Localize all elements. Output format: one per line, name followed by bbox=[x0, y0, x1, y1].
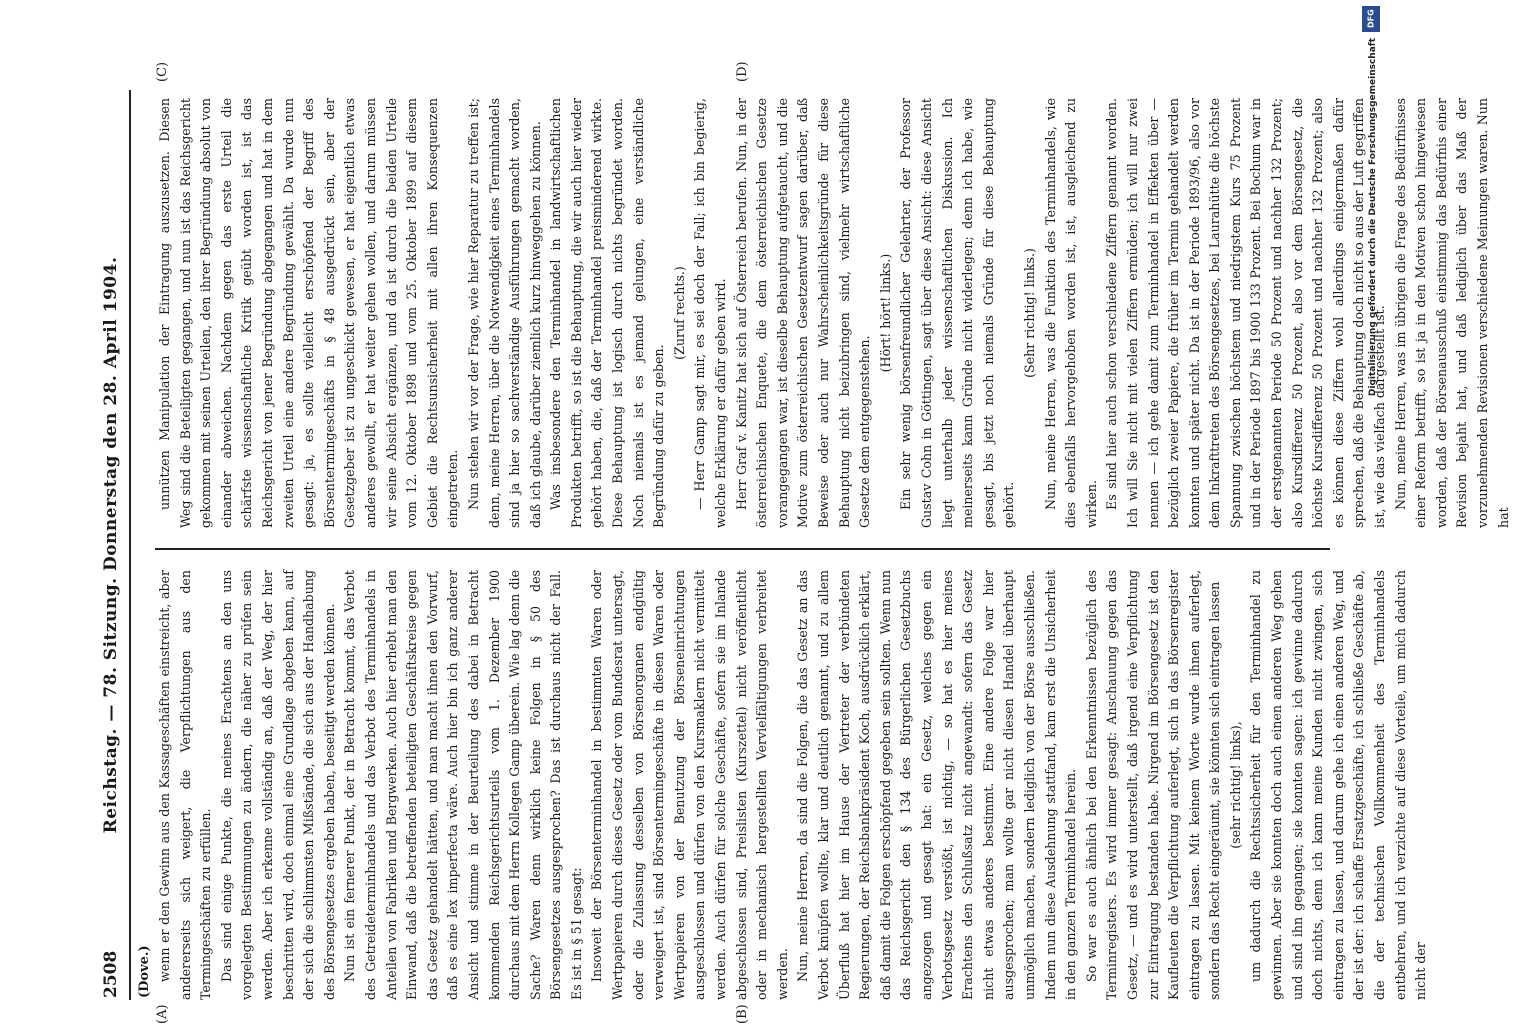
paragraph: Ein sehr wenig börsenfreundlicher Gelehrter, der Professor Gustav Cohn in Göttingen, sagt über diese Ansicht: diese Ansicht liegt unterhalb jeder wissenschaftlichen Diskussion. Ich meinerseits kann Gründe nicht widerlegen; denn ich habe, wie gesagt, bis jetzt noch niemals Gründe für diese Behauptung gehört. bbox=[898, 98, 1017, 528]
paragraph: Herr Graf v. Kanitz hat sich auf Österreich berufen. Nun, in der österreichischen Enquete, die dem österreichischen Gesetze vorangegangen war, ist dieselbe Behauptung aufgetaucht, und die Motive zum österreichischen Gesetzentwurf sagen darüber, daß Beweise oder auch nur Wahrscheinlichkeitsgründe für diese Behauptung nicht beizubringen sind, vielmehr wirtschaftliche Gesetze dem entgegenstehen. bbox=[733, 98, 873, 528]
speaker-name: (Dove.) bbox=[137, 945, 152, 998]
paragraph: wenn er den Gewinn aus den Kassageschäften einstreicht, aber andererseits sich weigert, die Verpflichtungen aus den Termingeschäften zu erfüllen. bbox=[157, 570, 214, 1000]
credit-text: Digitalisierung gefördert durch die Deutsche Forschungsgemeinschaft bbox=[1368, 38, 1378, 397]
paragraph: Nun ist ein fernerer Punkt, der in Betracht kommt, das Verbot des Getreideterminhandels und das Verbot des Terminhandels in Anteilen von Fabriken und Bergwerken. Auch hier erhebt man den Einwand, daß die betreffenden beteiligten Geschäftskreise gegen das Gesetz gehandelt hätten, und man macht ihnen den Vorwurf, daß es eine lex imperfecta wäre. Auch hier bin ich ganz anderer Ansicht und stimme in der Beurteilung des dabei in Betracht kommenden Reichsgerichtsurteils vom 1. Dezember 1900 durchaus mit dem Herrn Kollegen Gamp überein. Wie lag denn die Sache? Waren denn wirklich keine Folgen in § 50 des Börsengesetzes ausgesprochen? Das ist durchaus nicht der Fall. Es ist in § 51 gesagt: bbox=[342, 570, 584, 1000]
paragraph: Insoweit der Börsenterminhandel in bestimmten Waren oder Wertpapieren durch dieses Gesetz oder vom Bundesrat untersagt, oder die Zulassung desselben von Börsenorganen endgültig verweigert ist, sind Börsentermingeschäfte in diesen Waren oder Wertpapieren von der Benutzung der Börseneinrichtungen ausgeschlossen und dürfen von den Kursmaklern nicht vermittelt werden. Auch dürfen für solche Geschäfte, sofern sie im Inlande abgeschlossen sind, Preislisten (Kurszettel) nicht veröffentlicht oder in mechanisch hergestellten Vervielfältigungen verbreitet werden. bbox=[589, 570, 790, 1000]
paragraph: — Herr Gamp sagt mir, es sei doch der Fall; ich bin begierig, welche Erklärung er dafür geben wird. bbox=[692, 98, 729, 528]
left-column bbox=[155, 570, 1432, 1000]
paragraph: Das sind einige Punkte, die meines Erachtens an den uns vorgelegten Bestimmungen zu ändern, die näher zu prüfen sein werden. Aber ich erkenne vollständig an, daß der Weg, der hier beschritten wird, doch einmal eine Grundlage abgeben kann, auf der sich die schlimmsten Mißstände, die sich aus der Handhabung des Börsengesetzes ergeben haben, beseitigt werden können. bbox=[218, 570, 337, 1000]
margin-marker-b: (B) bbox=[735, 1004, 750, 1024]
page-header bbox=[95, 90, 131, 1000]
page-title: Reichstag. — 78. Sitzung. Donnerstag den 28. April 1904. bbox=[101, 256, 121, 834]
paragraph: unnützen Manipulation der Eintragung auszusetzen. Diesen Weg sind die Beteiligten gegangen, und nun ist das Reichsgericht gekommen mit seinen Urteilen, den ihrer Begründung absolut von einander abweichen. Nachdem gegen das erste Urteil die schärfste wissenschaftliche Kritik geübt worden ist, ist das Reichsgericht von jener Begründung abgegangen und hat in dem zweiten Urteil eine andere Begründung gewählt. Da wurde nun gesagt: ja, es sollte vielleicht erschöpfend der Begriff des Börsentermingeschäfts in § 48 ausgedrückt sein, aber der Gesetzgeber ist zu ungeschickt gewesen, er hat eigentlich etwas anderes gewollt, er hat weiter gehen wollen, und darum müssen wir seine Absicht ergänzen, und da ist durch die beiden Urteile vom 12. Oktober 1898 und vom 25. Oktober 1899 auf diesem Gebiet die Rechtsunsicherheit mit allen ihren Konsequenzen eingetreten. bbox=[157, 98, 461, 528]
paragraph: um dadurch die Rechtssicherheit für den Terminhandel zu gewinnen. Aber sie konnten doch auch einen anderen Weg gehen und sind ihn gegangen; sie konnten sagen: ich gewinne dadurch doch nichts, denn ich kann meine Kunden nicht zwingen, sich eintragen zu lassen, und darum gehe ich einen anderen Weg, und der ist der: ich schaffe Ersatzgeschäfte, ich schließe Geschäfte ab, die der technischen Vollkommenheit des Terminhandels entbehren, und ich verzichte auf diese Vorteile, um mich dadurch nicht der bbox=[1248, 570, 1429, 1000]
margin-marker-a: (A) bbox=[155, 1004, 170, 1024]
digitization-credit bbox=[1359, 0, 1381, 1000]
paragraph: So war es auch ähnlich bei den Erkenntnissen bezüglich des Terminregisters. Es wird immer gesagt: Anschauung gegen das Gesetz, — und es wird unterstellt, daß irgend eine Verpflichtung zur Eintragung bestanden habe. Nirgend im Börsengesetz ist den Kaufleuten die Verpflichtung auferlegt, sich in das Börsenregister eintragen zu lassen. Mit keinem Worte wurde ihnen auferlegt, sondern das Recht eingeräumt, sie könnten sich eintragen lassen bbox=[1083, 570, 1223, 1000]
paragraph: Nun, meine Herren, da sind die Folgen, die das Gesetz an das Verbot knüpfen wollte, klar und deutlich genannt, und zu allem Überfluß hat hier im Hause der Vertreter der verbündeten Regierungen, der Reichsbankpräsident Koch, ausdrücklich erklärt, daß damit die Folgen erschöpfend gegeben sein sollten. Wenn nun das Reichsgericht den § 134 des Bürgerlichen Gesetzbuchs angezogen und gesagt hat: ein Gesetz, welches gegen ein Verbotsgesetz verstößt, ist nichtig, — so hat es hier meines Erachtens den Schlußsatz nicht angewandt: sofern das Gesetz nicht etwas anderes bestimmt. Eine andere Folge war hier ausgesprochen; man wollte gar nicht diesen Handel überhaupt unmöglich machen, sondern lediglich von der Börse ausschließen. Indem nun diese Ausdehnung stattfand, kam erst die Unsicherheit in den ganzen Terminhandel herein. bbox=[795, 570, 1079, 1000]
margin-marker-d: (D) bbox=[735, 61, 750, 82]
paragraph: (sehr richtig! links), bbox=[1227, 721, 1243, 849]
page-number: 2508 bbox=[101, 950, 121, 998]
paragraph: Was insbesondere den Terminhandel in landwirtschaftlichen Produkten betrifft, so ist die Behauptung, die wir auch hier wieder gehört haben, die, daß der Terminhandel preisminderend wirkte. Diese Behauptung ist logisch durch nichts begründet worden. Noch niemals ist es jemand gelungen, eine verständliche Begründung dafür zu geben. bbox=[548, 98, 667, 528]
paragraph: Nun, meine Herren, was im übrigen die Frage des Bedürfnisses einer Reform betrifft, so ist ja in den Motiven schon hingewiesen worden, daß der Börsenausschuß einstimmig das Bedürfnis einer Revision bejaht hat, und daß lediglich über das Maß der vorzunehmenden Revisionen verschiedene Meinungen waren. Nun hat bbox=[1392, 98, 1511, 528]
dfg-logo: DFG bbox=[1362, 6, 1380, 32]
right-column bbox=[155, 98, 1514, 528]
paragraph: Nun, meine Herren, was die Funktion des Terminhandels, wie dies ebenfalls hervorgehoben worden ist, ist, ausgleichend zu wirken. bbox=[1042, 98, 1099, 528]
column-divider bbox=[155, 548, 1330, 550]
paragraph: (Sehr richtig! links.) bbox=[1021, 248, 1037, 378]
paragraph: Nun stehen wir vor der Frage, wie hier Reparatur zu treffen ist; denn, meine Herren, über die Notwendigkeit eines Terminhandels sind ja hier so sachverständige Ausführungen gemacht worden, daß ich glaube, darüber ziemlich kurz hinweggehen zu können. bbox=[465, 98, 543, 528]
paragraph: Es sind hier auch schon verschiedene Ziffern genannt worden. Ich will Sie nicht mit vielen Ziffern ermüden; ich will nur zwei nennen — ich gehe damit zum Terminhandel in Effekten über — bezüglich zweier Papiere, die früher im Termin gehandelt werden konnten und später nicht. Da ist in der Periode 1893/96, also vor dem Inkrafttreten des Börsengesetzes, bei Laurahütte die höchste Spannung zwischen höchstem und niedrigstem Kurs 75 Prozent und in der Periode 1897 bis 1900 133 Prozent. Bei Bochum war in der erstgenannten Periode 50 Prozent und nachher 132 Prozent; also Kursdifferenz 50 Prozent, also vor dem Börsengesetz, die höchste Kursdifferenz 50 Prozent und nachher 132 Prozent; also es können diese Ziffern wohl allerdings einigermaßen dafür sprechen, daß die Behauptung doch nicht so aus der Luft gegriffen ist, wie das vielfach dargestellt ist. bbox=[1104, 98, 1388, 528]
paragraph: (Hört! hört! links.) bbox=[877, 253, 893, 373]
paragraph: (Zuruf rechts.) bbox=[671, 266, 687, 360]
margin-marker-c: (C) bbox=[155, 61, 170, 82]
